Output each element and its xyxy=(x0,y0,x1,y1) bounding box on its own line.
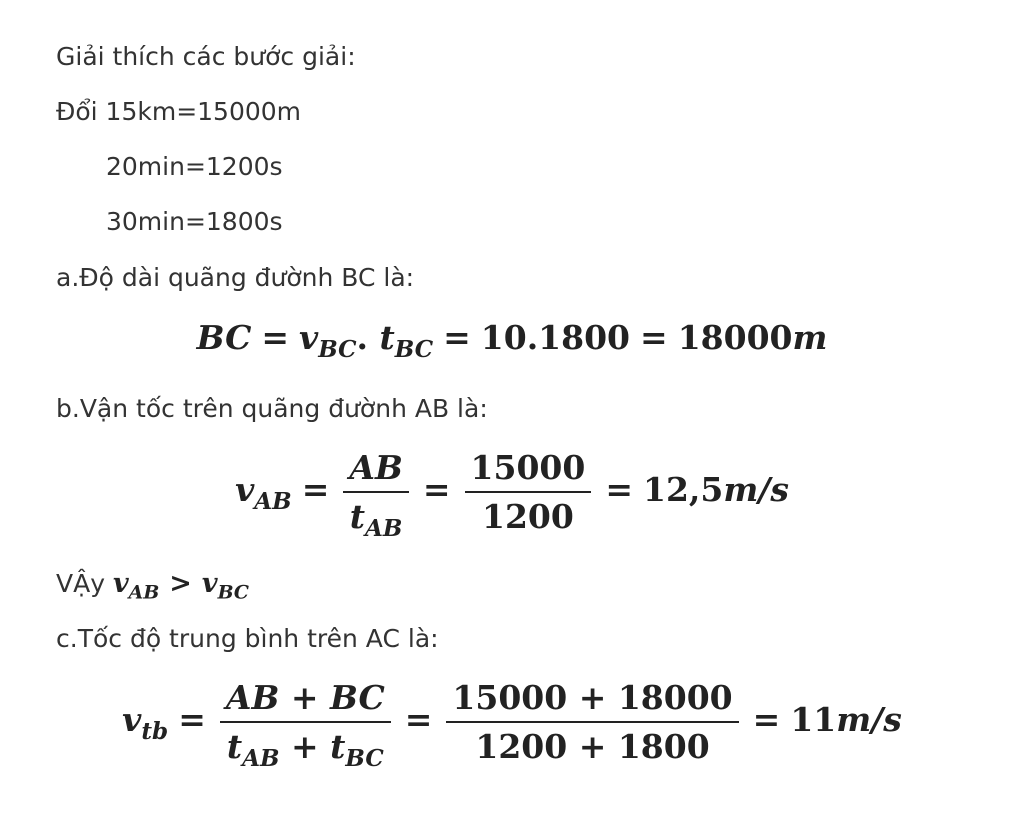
conclusion-left-v: v xyxy=(112,568,129,599)
eq-c-frac1-den-sub1: AB xyxy=(242,745,280,773)
conclusion-right-sub: BC xyxy=(217,581,249,604)
part-b-heading: b.Vận tốc trên quãng đườnh AB là: xyxy=(56,394,488,423)
eq-b-frac2-denominator: 1200 xyxy=(481,497,574,536)
eq-c-unit: m/s xyxy=(836,700,902,739)
conclusion-operator: > xyxy=(169,568,192,599)
part-a-heading: a.Độ dài quãng đườnh BC là: xyxy=(56,263,415,292)
eq-b-velocity-sub: AB xyxy=(254,488,292,516)
intro-text: Giải thích các bước giải: xyxy=(56,42,356,71)
eq-a-lhs: BC xyxy=(196,318,252,357)
eq-b-frac1-den-sub: AB xyxy=(365,515,403,543)
eq-b-result: 12,5 xyxy=(642,470,724,509)
eq-c-result: 11 xyxy=(790,700,837,739)
eq-c-fraction-2 xyxy=(446,678,738,766)
eq-a-velocity: v xyxy=(299,318,319,357)
eq-b-frac1-numerator: AB xyxy=(343,448,409,493)
eq-a-result: 18000 xyxy=(677,318,793,357)
equation-b: $v_{AB}$ = $\frac{AB}{t_{AB}}$ = $\frac{15000}{1200}$ = 12,5m/s xyxy=(235,448,789,543)
eq-b-fraction-1 xyxy=(343,448,409,543)
conclusion-left-sub: AB xyxy=(128,581,160,604)
unit-conversion-3: 30min=1800s xyxy=(106,207,283,236)
eq-c-frac1-den-t2: t xyxy=(330,727,346,766)
part-c-heading: c.Tốc độ trung bình trên AC là: xyxy=(56,624,439,653)
eq-c-fraction-1 xyxy=(220,678,391,773)
eq-a-time-sub: BC xyxy=(394,336,434,364)
eq-c-velocity: v xyxy=(122,700,142,739)
eq-b-velocity: v xyxy=(235,470,255,509)
conclusion-line xyxy=(56,567,249,604)
eq-a-velocity-sub: BC xyxy=(318,336,357,364)
eq-b-frac1-den-t: t xyxy=(349,497,366,536)
eq-b-fraction-2 xyxy=(465,448,592,536)
eq-c-frac1-den-plus: + xyxy=(291,727,319,766)
eq-b-unit: m/s xyxy=(723,470,789,509)
eq-a-time: t xyxy=(379,318,395,357)
unit-conversion-1: Đổi 15km=15000m xyxy=(56,97,302,126)
unit-conversion-2: 20min=1200s xyxy=(106,152,283,181)
eq-c-frac2-denominator: 1200 + 1800 xyxy=(475,727,710,766)
eq-c-frac2-numerator: 15000 + 18000 xyxy=(446,678,738,723)
eq-c-velocity-sub: tb xyxy=(141,718,169,746)
equation-c: $v_{tb}$ = $\frac{AB + BC}{t_{AB} + t_{BC}}$ = $\frac{15000 + 18000}{1200 + 1800}$ = 11m/s xyxy=(122,678,902,773)
eq-c-frac1-den-t1: t xyxy=(226,727,243,766)
conclusion-prefix: VẬy xyxy=(56,569,105,598)
eq-c-frac1-numerator: AB + BC xyxy=(220,678,391,723)
conclusion-inequality xyxy=(112,568,249,604)
equation-a: BC = $v_{BC}$. $t_{BC} = 10.1800 = 18000m$ xyxy=(196,318,828,364)
eq-b-frac2-numerator: 15000 xyxy=(465,448,592,493)
eq-a-numbers: 10.1800 xyxy=(480,318,631,357)
eq-c-frac1-den-sub2: BC xyxy=(345,745,384,773)
conclusion-right-v: v xyxy=(201,568,218,599)
eq-a-unit: m xyxy=(792,318,828,357)
